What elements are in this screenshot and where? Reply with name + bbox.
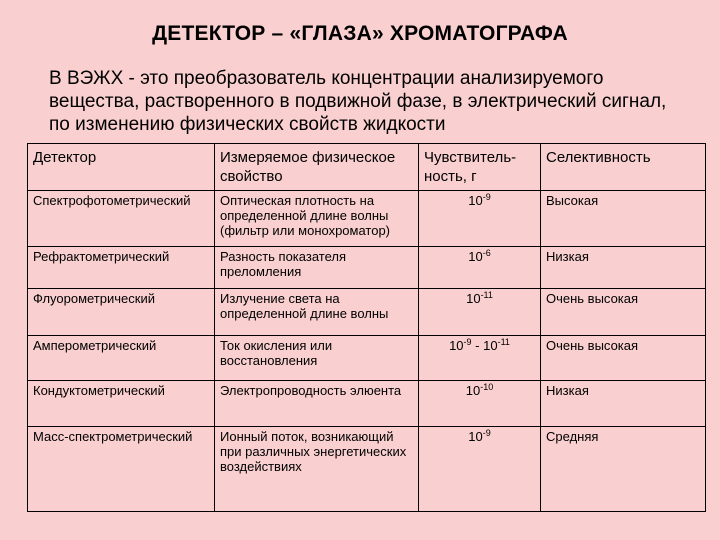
selectivity-cell: Средняя — [541, 427, 706, 512]
property-cell: Разность показателя преломления — [215, 247, 419, 289]
detectors-table — [27, 143, 706, 512]
slide-title: ДЕТЕКТОР – «ГЛАЗА» ХРОМАТОГРАФА — [152, 22, 568, 45]
intro-text: В ВЭЖХ - это преобразователь концентрации анализируемого вещества, растворенного в подвижной фазе, в электрический сигнал, по изменению физических свойств жидкости — [49, 68, 667, 135]
detector-cell: Флуорометрический — [28, 289, 215, 336]
table-row — [28, 191, 706, 247]
table-row — [28, 427, 706, 512]
property-cell: Ионный поток, возникающий при различных энергетических воздействиях — [215, 427, 419, 512]
sensitivity-cell: $10^{-11}$ — [419, 289, 541, 336]
table-header-row — [28, 144, 706, 191]
sensitivity-cell: $10^{-9}$ — [419, 191, 541, 247]
detector-cell: Амперометрический — [28, 336, 215, 381]
header-selectivity: Селективность — [541, 144, 706, 191]
property-cell: Излучение света на определенной длине волны — [215, 289, 419, 336]
selectivity-cell: Низкая — [541, 381, 706, 427]
selectivity-cell: Очень высокая — [541, 336, 706, 381]
detector-cell: Спектрофотометрический — [28, 191, 215, 247]
property-cell: Ток окисления или восстановления — [215, 336, 419, 381]
table-row — [28, 381, 706, 427]
header-detector: Детектор — [28, 144, 215, 191]
selectivity-cell: Низкая — [541, 247, 706, 289]
selectivity-cell: Очень высокая — [541, 289, 706, 336]
selectivity-cell: Высокая — [541, 191, 706, 247]
detector-cell: Рефрактометрический — [28, 247, 215, 289]
header-sensitivity: Чувствитель-ность, г — [419, 144, 541, 191]
sensitivity-cell: $10^{-10}$ — [419, 381, 541, 427]
table-row — [28, 336, 706, 381]
sensitivity-cell: $10^{-6}$ — [419, 247, 541, 289]
header-property: Измеряемое физическое свойство — [215, 144, 419, 191]
property-cell: Оптическая плотность на определенной длине волны (фильтр или монохроматор) — [215, 191, 419, 247]
detector-cell: Кондуктометрический — [28, 381, 215, 427]
detector-cell: Масс-спектрометрический — [28, 427, 215, 512]
sensitivity-cell: $10^{-9} - 10^{-11}$ — [419, 336, 541, 381]
property-cell: Электропроводность элюента — [215, 381, 419, 427]
table-row — [28, 247, 706, 289]
sensitivity-cell: $10^{-9}$ — [419, 427, 541, 512]
table-row — [28, 289, 706, 336]
